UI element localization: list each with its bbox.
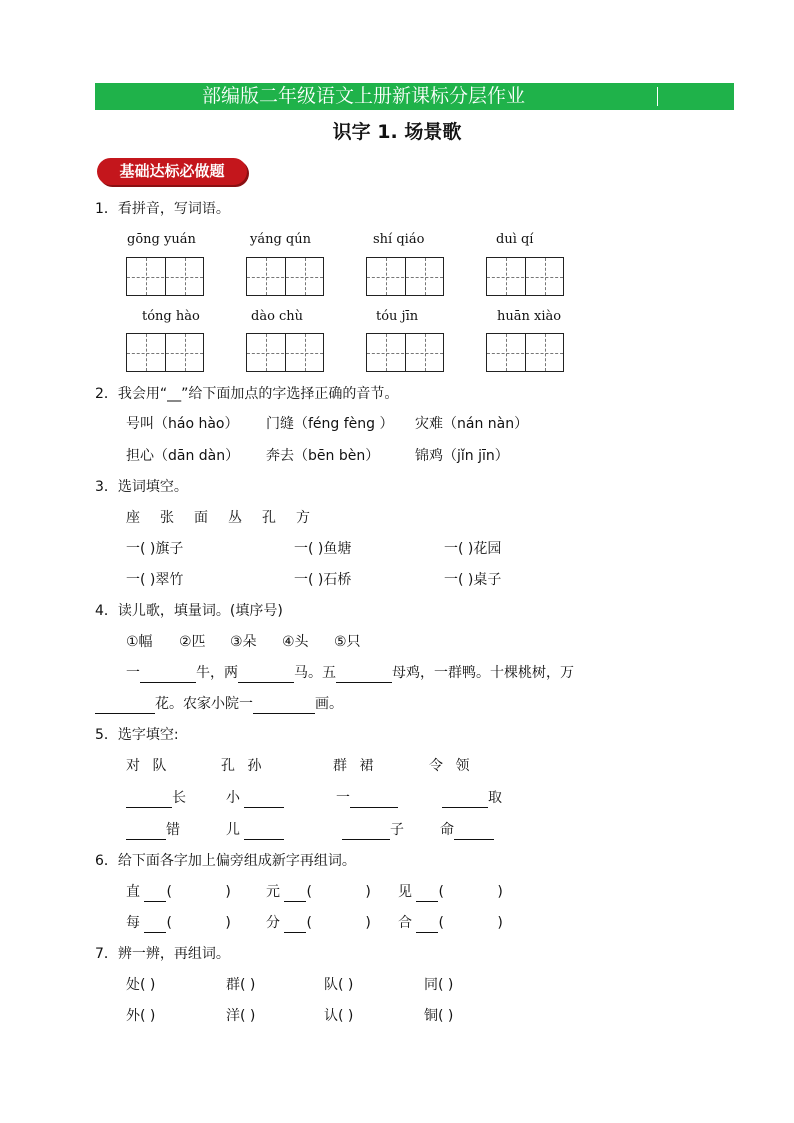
radical-fill: 见 ( ) [398, 884, 503, 900]
pinyin-label: huān xiào [497, 309, 562, 324]
page-title: 识字 1. 场景歌 [332, 121, 462, 143]
q2-item: 灾难（nán nàn） [415, 416, 529, 432]
q1-prompt: 1．看拼音，写词语。 [95, 201, 230, 217]
fill-blank[interactable]: 一( )石桥 [294, 572, 352, 588]
answer-blank[interactable] [144, 886, 166, 902]
pinyin-label: dào chù [251, 309, 304, 324]
word-option: 座 [126, 510, 140, 526]
char-fill: 儿 [226, 820, 284, 840]
compare-fill[interactable]: 洋( ) [226, 1008, 256, 1024]
measure-option: ⑤只 [334, 634, 361, 650]
radical-fill: 每 ( ) [126, 915, 231, 931]
radical-fill: 直 ( ) [126, 884, 231, 900]
writing-grid[interactable] [246, 257, 324, 296]
q7-prompt: 7．辨一辨，再组词。 [95, 946, 230, 962]
char-pair: 孔 孙 [221, 758, 262, 774]
q5-prompt: 5．选字填空: [95, 727, 179, 743]
char-fill: 子 [342, 820, 404, 840]
char-fill: 命 [440, 820, 494, 840]
answer-blank[interactable] [336, 667, 392, 683]
char-pair: 令 领 [429, 758, 470, 774]
fill-blank[interactable]: 一( )鱼塘 [294, 541, 352, 557]
measure-option: ②匹 [179, 634, 206, 650]
fill-blank[interactable]: 一( )翠竹 [126, 572, 184, 588]
answer-blank[interactable] [442, 792, 488, 808]
compare-fill[interactable]: 处( ) [126, 977, 156, 993]
answer-blank[interactable] [140, 667, 196, 683]
radical-fill: 分 ( ) [266, 915, 371, 931]
fill-blank[interactable]: 一( )桌子 [444, 572, 502, 588]
measure-option: ③朵 [230, 634, 257, 650]
radical-fill: 元 ( ) [266, 884, 371, 900]
writing-grid[interactable] [126, 257, 204, 296]
pinyin-label: shí qiáo [373, 232, 425, 247]
char-pair: 群 裙 [333, 758, 374, 774]
answer-blank[interactable] [126, 824, 166, 840]
q6-prompt: 6．给下面各字加上偏旁组成新字再组词。 [95, 853, 356, 869]
compare-fill[interactable]: 队( ) [324, 977, 354, 993]
char-fill: 长 [126, 788, 186, 808]
answer-blank[interactable] [284, 886, 306, 902]
q2-item: 奔去（bēn bèn） [266, 448, 380, 464]
compare-fill[interactable]: 同( ) [424, 977, 454, 993]
answer-blank[interactable] [95, 698, 155, 714]
compare-fill[interactable]: 外( ) [126, 1008, 156, 1024]
char-fill: 一 [336, 788, 398, 808]
q3-prompt: 3．选词填空。 [95, 479, 188, 495]
fill-blank[interactable]: 一( )花园 [444, 541, 502, 557]
radical-fill: 合 ( ) [398, 915, 503, 931]
answer-blank[interactable] [126, 792, 172, 808]
answer-blank[interactable] [350, 792, 398, 808]
q2-item: 门缝（féng fèng ） [266, 416, 394, 432]
measure-option: ①幅 [126, 634, 153, 650]
pinyin-label: gōng yuán [127, 232, 196, 247]
answer-blank[interactable] [284, 917, 306, 933]
word-option: 张 [160, 510, 174, 526]
q4-prompt: 4．读儿歌，填量词。(填序号) [95, 603, 283, 619]
header-banner [95, 83, 734, 110]
writing-grid[interactable] [246, 333, 324, 372]
banner-text: 部编版二年级语文上册新课标分层作业 [202, 85, 526, 107]
q2-item: 锦鸡（jǐn jīn） [415, 448, 509, 464]
word-option: 丛 [228, 510, 242, 526]
writing-grid[interactable] [126, 333, 204, 372]
q2-prompt: 2．我会用“__”给下面加点的字选择正确的音节。 [95, 386, 399, 402]
answer-blank[interactable] [253, 698, 315, 714]
char-fill: 小 [226, 788, 284, 808]
answer-blank[interactable] [238, 667, 294, 683]
writing-grid[interactable] [486, 257, 564, 296]
answer-blank[interactable] [416, 917, 438, 933]
pinyin-label: yáng qún [250, 232, 311, 247]
answer-blank[interactable] [244, 792, 284, 808]
rhyme-line-2: 花。农家小院一 画。 [95, 694, 343, 714]
q2-item: 担心（dān dàn） [126, 448, 240, 464]
section-badge: 基础达标必做题 [97, 158, 247, 185]
word-option: 孔 [262, 510, 276, 526]
answer-blank[interactable] [144, 917, 166, 933]
word-option: 面 [194, 510, 208, 526]
writing-grid[interactable] [366, 333, 444, 372]
pinyin-label: duì qí [496, 232, 534, 247]
answer-blank[interactable] [416, 886, 438, 902]
measure-option: ④头 [282, 634, 309, 650]
compare-fill[interactable]: 认( ) [324, 1008, 354, 1024]
writing-grid[interactable] [486, 333, 564, 372]
banner-divider [657, 87, 658, 106]
word-option: 方 [296, 510, 310, 526]
answer-blank[interactable] [454, 824, 494, 840]
rhyme-line-1: 一 牛，两 马。五 母鸡，一群鸭。十棵桃树，万 [126, 665, 574, 681]
char-fill: 取 [442, 788, 502, 808]
q2-item: 号叫（háo hào） [126, 416, 239, 432]
compare-fill[interactable]: 铜( ) [424, 1008, 454, 1024]
pinyin-label: tóng hào [142, 309, 200, 324]
fill-blank[interactable]: 一( )旗子 [126, 541, 184, 557]
char-pair: 对 队 [126, 758, 167, 774]
answer-blank[interactable] [342, 824, 390, 840]
compare-fill[interactable]: 群( ) [226, 977, 256, 993]
answer-blank[interactable] [244, 824, 284, 840]
writing-grid[interactable] [366, 257, 444, 296]
pinyin-label: tóu jīn [376, 309, 419, 324]
char-fill: 错 [126, 820, 180, 840]
